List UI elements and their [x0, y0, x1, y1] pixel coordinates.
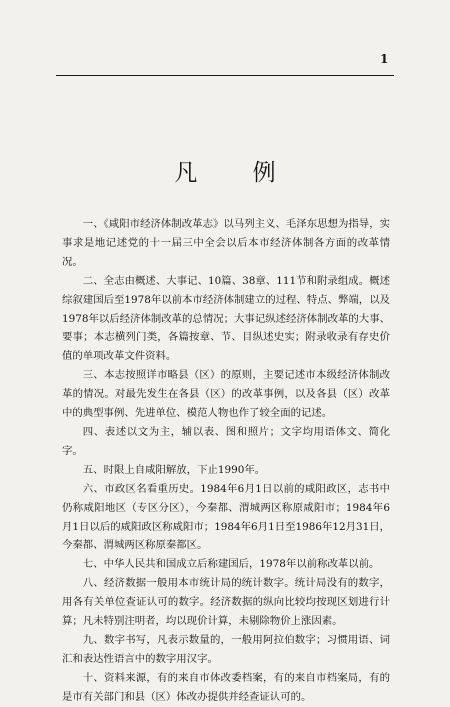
paragraph: 九、数字书写，凡表示数量的，一般用阿拉伯数字；习惯用语、词汇和表达性语言中的数字用汉字。	[62, 633, 390, 665]
paragraph: 一、《咸阳市经济体制改革志》以马列主义、毛泽东思想为指导，实事求是地记述党的十一届三中全会以后本市经济体制各方面的改革情况。	[62, 218, 390, 268]
paragraph: 七、中华人民共和国成立后称建国后，1978年以前称改革以前。	[82, 558, 380, 571]
page-number: 1	[380, 52, 389, 66]
paragraph: 五、时限上自咸阳解放，下止1990年。	[82, 463, 266, 476]
paragraph: 二、全志由概述、大事记、10篇、38章、111节和附录组成。概述综叙建国后至1978年以前本市经济体制建立的过程、特点、弊端，以及1978年以后经济体制改革的总情况；大事记纵述经济体制改革的大事、要事；本志横列门类，各篇按章、节、目纵述史实；附录收录有存史价值的单项改革文件资料。	[62, 274, 390, 363]
page-title: 凡 例	[174, 160, 300, 186]
paragraph: 八、经济数据一般用本市统计局的统计数字。统计局没有的数字，用各有关单位查证认可的数字。经济数据的纵向比较均按现区划进行计算；凡未特别注明者，均以现价计算，未剔除物价上涨因素。	[62, 577, 390, 628]
paragraph: 四、表述以文为主，辅以表、图和照片；文字均用语体文、简化字。	[62, 425, 390, 457]
paragraph: 六、市政区名看重历史。1984年6月1日以前的咸阳政区，志书中仍称咸阳地区（专区分区），今秦都、渭城两区称原咸阳市；1984年6月1日以后的咸阳政区称咸阳市；1984年6月1日至1986年12月31日，今秦都、渭城两区称原秦都区。	[62, 482, 390, 552]
header-rule	[56, 75, 394, 76]
paragraph: 十、资料来源，有的来自市体改委档案，有的来自市档案局，有的是市有关部门和县（区）体改办提供并经查证认可的。	[62, 671, 390, 703]
paragraph: 三、本志按照详市略县（区）的原则，主要记述市本级经济体制改革的情况。对最先发生在各县（区）的改革事例，以及各县（区）改革中的典型事例、先进单位、模范人物也作了较全面的记述。	[62, 369, 390, 420]
body-text	[62, 215, 390, 707]
